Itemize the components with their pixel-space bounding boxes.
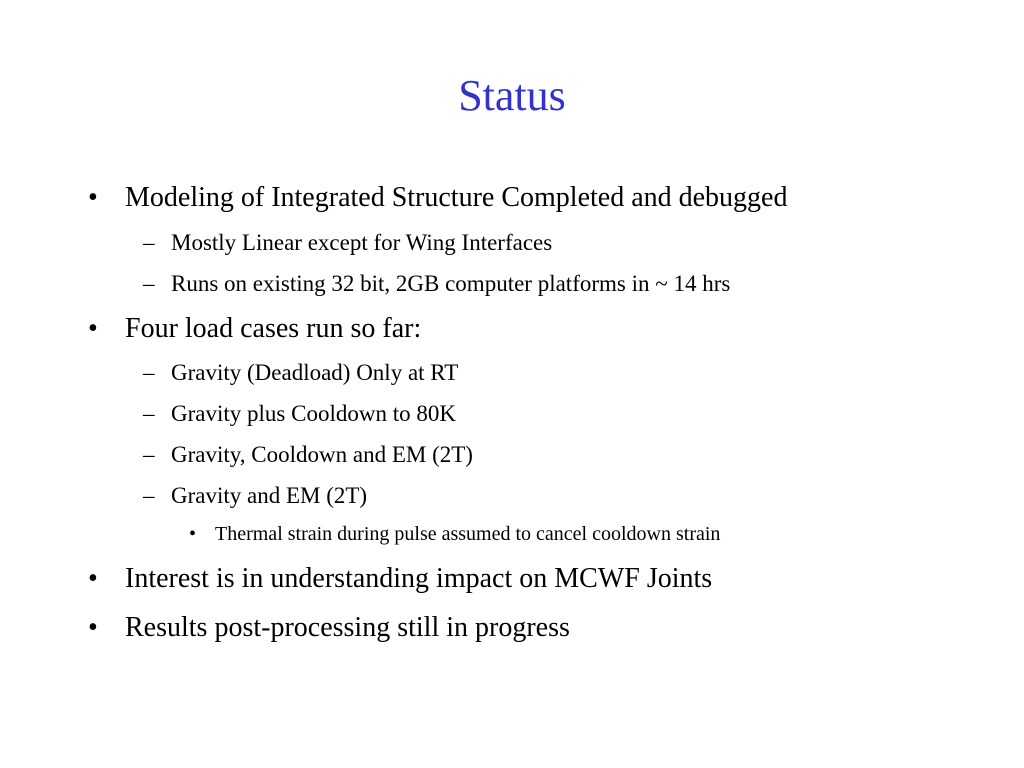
dash-marker: – (143, 271, 155, 296)
sub-item: Runs on existing 32 bit, 2GB computer platforms in ~ 14 hrs (171, 271, 731, 296)
sub-item: Gravity (Deadload) Only at RT (171, 360, 459, 385)
bullet-marker: • (88, 563, 98, 594)
bullet-marker: • (88, 182, 98, 213)
bullet-marker: • (88, 313, 98, 344)
dash-marker: – (143, 360, 155, 385)
bullet-item: Interest is in understanding impact on MCWF Joints (125, 563, 713, 594)
bullet-item: Results post-processing still in progress (125, 612, 570, 643)
sub-item: Gravity, Cooldown and EM (2T) (171, 442, 473, 467)
dash-marker: – (143, 401, 155, 426)
bullet-item: Modeling of Integrated Structure Completed and debugged (125, 182, 788, 213)
dash-marker: – (143, 442, 155, 467)
sub-item: Gravity plus Cooldown to 80K (171, 401, 456, 426)
dash-marker: – (143, 483, 155, 508)
dash-marker: – (143, 230, 155, 255)
sub-item: Gravity and EM (2T) (171, 483, 368, 508)
bullet-item: Four load cases run so far: (125, 313, 422, 344)
sub-bullet-marker: • (189, 523, 197, 545)
sub-item: Mostly Linear except for Wing Interfaces (171, 230, 553, 255)
bullet-marker: • (88, 612, 98, 643)
slide-title: Status (458, 71, 566, 120)
sub-sub-item: Thermal strain during pulse assumed to cancel cooldown strain (215, 523, 721, 545)
